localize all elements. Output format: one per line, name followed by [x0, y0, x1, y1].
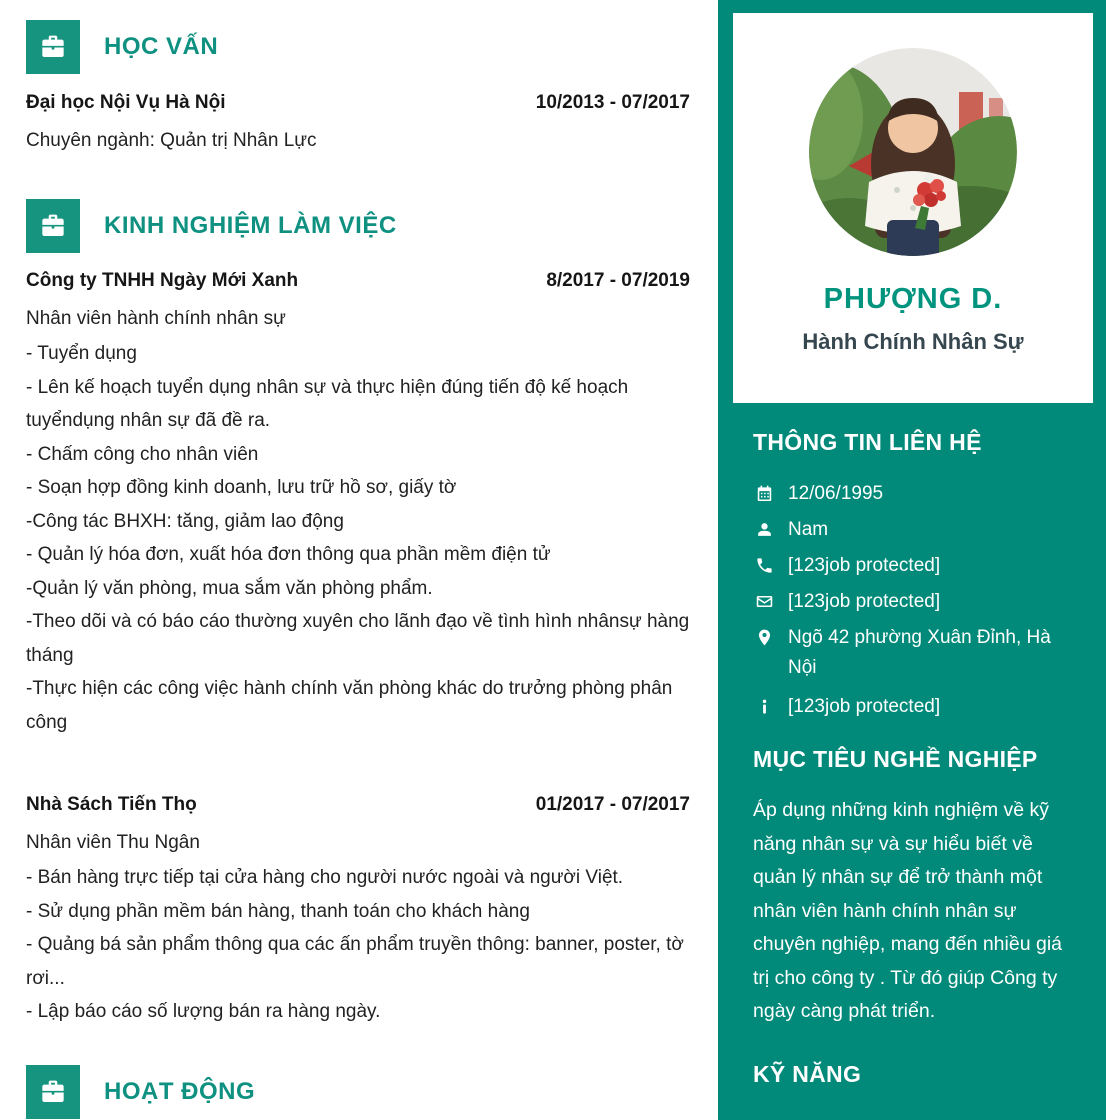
profile-card [733, 13, 1093, 403]
duty-item: - Soạn hợp đồng kinh doanh, lưu trữ hồ sơ, giấy tờ [26, 477, 457, 498]
email-icon [755, 592, 775, 614]
duty-item: - Lập báo cáo số lượng bán ra hàng ngày. [26, 1001, 381, 1022]
duty-item: -Công tác BHXH: tăng, giảm lao động [26, 510, 344, 532]
phone-icon [755, 556, 775, 578]
section-activities [26, 1065, 690, 1119]
email-value: [123job protected] [788, 591, 941, 612]
portrait-photo [809, 48, 1017, 256]
education-entry [26, 92, 690, 152]
school-name: Đại học Nội Vụ Hà Nội [26, 92, 226, 113]
briefcase-icon [26, 20, 80, 74]
company-name: Công ty TNHH Ngày Mới Xanh [26, 270, 299, 291]
section-title: HOẠT ĐỘNG [104, 1077, 256, 1105]
birthday-value: 12/06/1995 [788, 483, 884, 504]
duty-item: - Bán hàng trực tiếp tại cửa hàng cho người nước ngoài và người Việt. [26, 867, 624, 888]
person-icon [755, 520, 775, 542]
gender-value: Nam [788, 519, 829, 540]
experience-entry [26, 270, 690, 739]
info-value: [123job protected] [788, 696, 941, 717]
education-major: Chuyên ngành: Quản trị Nhân Lực [26, 130, 317, 151]
job-duties [26, 861, 690, 1029]
job-duties [26, 337, 690, 739]
address-value: Ngõ 42 phường Xuân Đỉnh, Hà Nội [788, 627, 1051, 678]
objective-heading: MỤC TIÊU NGHỀ NGHIỆP [753, 746, 1038, 772]
contact-list [755, 483, 1093, 719]
job-dates: 8/2017 - 07/2019 [546, 270, 690, 291]
contact-row-address [755, 627, 1093, 683]
location-icon [755, 628, 775, 650]
briefcase-icon [26, 199, 80, 253]
section-header [26, 199, 690, 253]
contact-heading: THÔNG TIN LIÊN HỆ [753, 429, 982, 455]
duty-item: - Tuyển dụng [26, 343, 137, 364]
contact-row-info [755, 696, 1093, 719]
duty-item: -Quản lý văn phòng, mua sắm văn phòng phẩm. [26, 577, 433, 599]
experience-entry [26, 794, 690, 1029]
job-title: Nhân viên hành chính nhân sự [26, 308, 286, 329]
skills-heading: KỸ NĂNG [753, 1060, 862, 1087]
info-icon [755, 697, 775, 719]
contact-row-phone [755, 555, 1093, 578]
duty-item: - Sử dụng phần mềm bán hàng, thanh toán cho khách hàng [26, 900, 530, 922]
duty-item: - Quản lý hóa đơn, xuất hóa đơn thông qua phần mềm điện tử [26, 544, 551, 565]
phone-value: [123job protected] [788, 555, 941, 576]
briefcase-icon [26, 1065, 80, 1119]
contact-row-birthday [755, 483, 1093, 506]
contact-row-gender [755, 519, 1093, 542]
section-header [26, 1065, 690, 1119]
section-experience [26, 199, 690, 1029]
job-title: Nhân viên Thu Ngân [26, 832, 200, 853]
education-dates: 10/2013 - 07/2017 [535, 92, 690, 113]
objective-text: Áp dụng những kinh nghiệm về kỹ năng nhân sự và sự hiểu biết về quản lý nhân sự để trở thành một nhân viên hành chính nhân sự chuyên nghiệp, mang đến nhiều giá trị cho công ty . Từ đó giúp Công ty ngày càng phát triển. [753, 799, 1062, 1022]
section-education [26, 20, 690, 152]
section-title: KINH NGHIỆM LÀM VIỆC [104, 212, 397, 239]
job-dates: 01/2017 - 07/2017 [535, 794, 690, 815]
duty-item: - Chấm công cho nhân viên [26, 443, 259, 465]
person-title: Hành Chính Nhân Sự [802, 329, 1024, 354]
duty-item: - Quảng bá sản phẩm thông qua các ấn phẩm truyền thông: banner, poster, tờ rơi... [26, 934, 684, 989]
sidebar [718, 0, 1106, 1120]
calendar-icon [755, 484, 775, 506]
duty-item: -Theo dõi và có báo cáo thường xuyên cho lãnh đạo về tình hình nhânsự hàng tháng [26, 611, 690, 666]
duty-item: -Thực hiện các công việc hành chính văn phòng khác do trưởng phòng phân công [26, 678, 673, 733]
section-title: HỌC VẤN [104, 33, 219, 60]
section-header [26, 20, 690, 74]
company-name: Nhà Sách Tiến Thọ [26, 794, 197, 815]
duty-item: - Lên kế hoạch tuyển dụng nhân sự và thực hiện đúng tiến độ kế hoạch tuyểndụng nhân sự đã đề ra. [26, 376, 629, 431]
person-name: PHƯỢNG D. [823, 283, 1003, 315]
contact-row-email [755, 591, 1093, 614]
